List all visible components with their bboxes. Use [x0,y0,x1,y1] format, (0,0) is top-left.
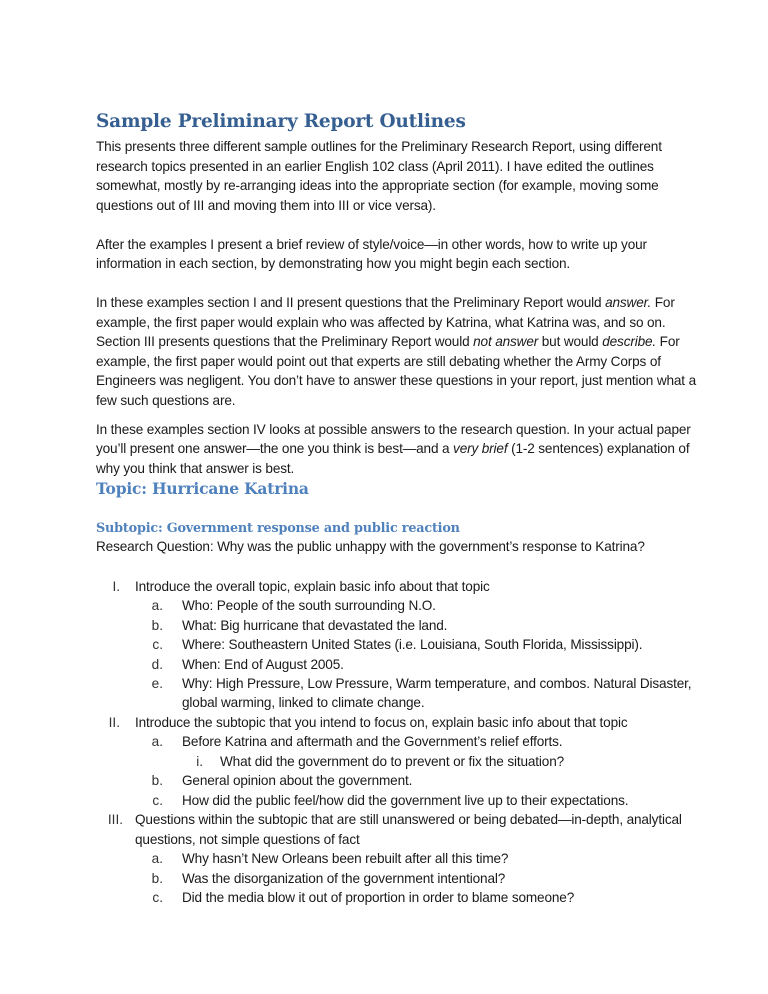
page-title: Sample Preliminary Report Outlines [96,111,466,132]
text-line: example, the first paper would explain who was affected by Katrina, what Katrina was, and so on. [96,315,666,330]
text-span: Section III presents questions that the Preliminary Report would [96,334,474,349]
list-marker: II. [108,715,120,730]
list-marker: b. [151,871,163,886]
list-marker: b. [151,618,163,633]
text-span: you’ll present one answer—the one you think is best—and a [96,441,454,456]
list-item: General opinion about the government. [182,773,413,788]
emphasis-text: describe. [602,334,657,349]
text-line: example, the first paper would point out that experts are still debating whether the Army Corps of [96,354,661,369]
list-item: Why: High Pressure, Low Pressure, Warm temperature, and combos. Natural Disaster, [182,676,692,691]
list-marker: e. [151,676,163,691]
outline-heading: Questions within the subtopic that are still unanswered or being debated—in-depth, analytical [135,812,682,827]
emphasis-text: very brief [453,441,508,456]
list-item: When: End of August 2005. [182,657,344,672]
list-item: How did the public feel/how did the government live up to their expectations. [182,793,629,808]
list-marker: a. [151,598,163,613]
text-line: questions out of III and moving them into III or vice versa). [96,198,436,213]
outline-heading-continuation: questions, not simple questions of fact [135,832,360,847]
outline-heading: Introduce the subtopic that you intend to focus on, explain basic info about that topic [135,715,628,730]
list-item: Why hasn’t New Orleans been rebuilt after all this time? [182,851,509,866]
list-item: Did the media blow it out of proportion in order to blame someone? [182,890,575,905]
text-line: few such questions are. [96,393,236,408]
subtopic-heading: Subtopic: Government response and public reaction [96,521,460,536]
text-span: In these examples section I and II present questions that the Preliminary Report would [96,295,606,310]
text-line: research topics presented in an earlier English 102 class (April 2011). I have edited the outlines [96,159,654,174]
text-line: In these examples section IV looks at possible answers to the research question. In your actual paper [96,422,691,437]
text-line: information in each section, by demonstrating how you might begin each section. [96,256,571,271]
text-span: For [651,295,675,310]
list-item: Before Katrina and aftermath and the Government’s relief efforts. [182,734,563,749]
emphasis-text: not answer [473,334,539,349]
list-item: What: Big hurricane that devastated the land. [182,618,448,633]
text-line: Engineers was negligent. You don’t have to answer these questions in your report, just mention what a [96,373,696,388]
list-item: Where: Southeastern United States (i.e. Louisiana, South Florida, Mississippi). [182,637,643,652]
text-line [96,332,680,352]
text-span: For [656,334,680,349]
emphasis-text: answer. [605,295,652,310]
list-item: Who: People of the south surrounding N.O. [182,598,436,613]
text-line: This presents three different sample outlines for the Preliminary Research Report, using different [96,139,662,154]
text-line [96,439,689,459]
research-question: Research Question: Why was the public unhappy with the government’s response to Katrina? [96,539,645,554]
list-marker: c. [152,637,163,652]
list-marker: a. [151,851,163,866]
text-span: (1-2 sentences) explanation of [507,441,690,456]
text-line: somewhat, mostly by re-arranging ideas into the appropriate section (for example, moving some [96,178,659,193]
list-marker: b. [151,773,163,788]
text-line: why you think that answer is best. [96,461,295,476]
list-marker: I. [112,579,120,594]
outline-heading: Introduce the overall topic, explain basic info about that topic [135,579,490,594]
topic-heading: Topic: Hurricane Katrina [96,479,309,498]
list-marker: c. [152,890,163,905]
text-line: After the examples I present a brief review of style/voice—in other words, how to write up your [96,237,647,252]
list-item: Was the disorganization of the government intentional? [182,871,506,886]
list-subitem: What did the government do to prevent or fix the situation? [220,754,565,769]
list-marker: i. [196,754,203,769]
list-marker: c. [152,793,163,808]
text-line [96,293,675,313]
list-marker: d. [151,657,163,672]
list-marker: a. [151,734,163,749]
list-marker: III. [107,812,123,827]
list-item-continuation: global warming, linked to climate change. [182,695,425,710]
text-span: but would [538,334,603,349]
